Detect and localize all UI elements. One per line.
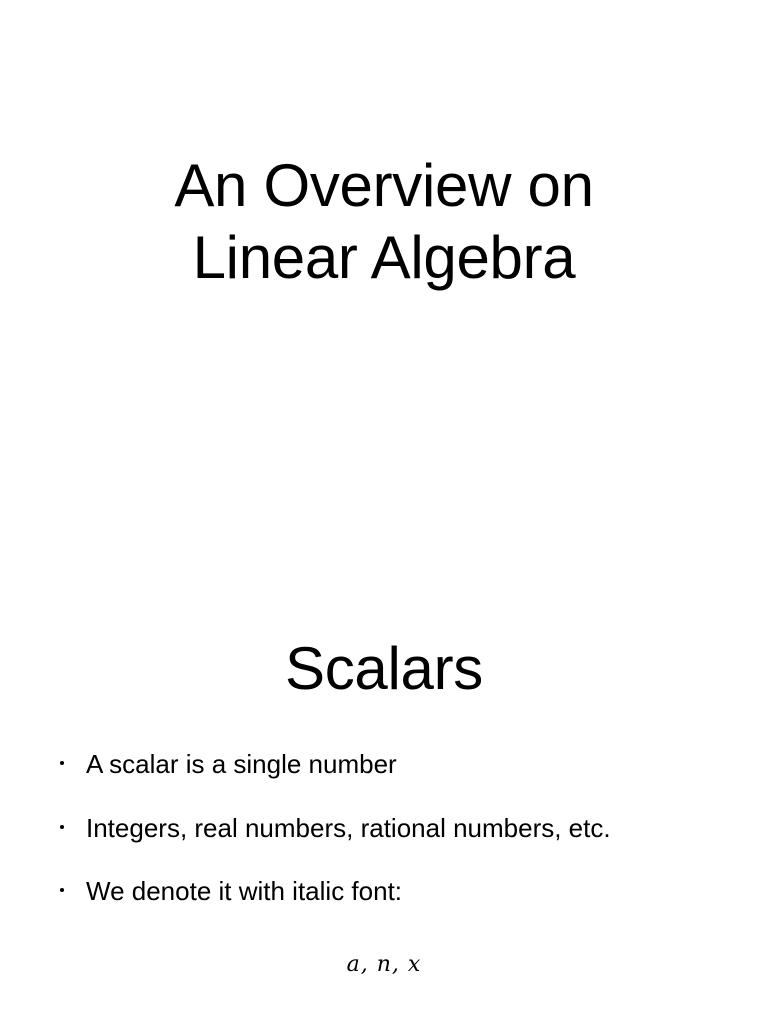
bullet-text: We denote it with italic font: bbox=[86, 876, 403, 906]
bullet-text: Integers, real numbers, rational numbers, etc. bbox=[86, 813, 611, 843]
bullet-marker bbox=[60, 825, 64, 829]
math-expression: a, n, x bbox=[346, 952, 422, 977]
section-title: Scalars bbox=[285, 635, 483, 702]
scalars-slide bbox=[0, 512, 768, 1024]
bullet-text: A scalar is a single number bbox=[86, 749, 397, 779]
slide-title-line: An Overview on bbox=[174, 152, 594, 219]
bullet-marker bbox=[60, 761, 64, 765]
slide-title-line: Linear Algebra bbox=[192, 224, 576, 291]
slide-title bbox=[0, 150, 768, 294]
bullet-item bbox=[0, 748, 768, 780]
bullet-item bbox=[0, 875, 768, 907]
bullet-item bbox=[0, 812, 768, 844]
bullet-marker bbox=[60, 888, 64, 892]
